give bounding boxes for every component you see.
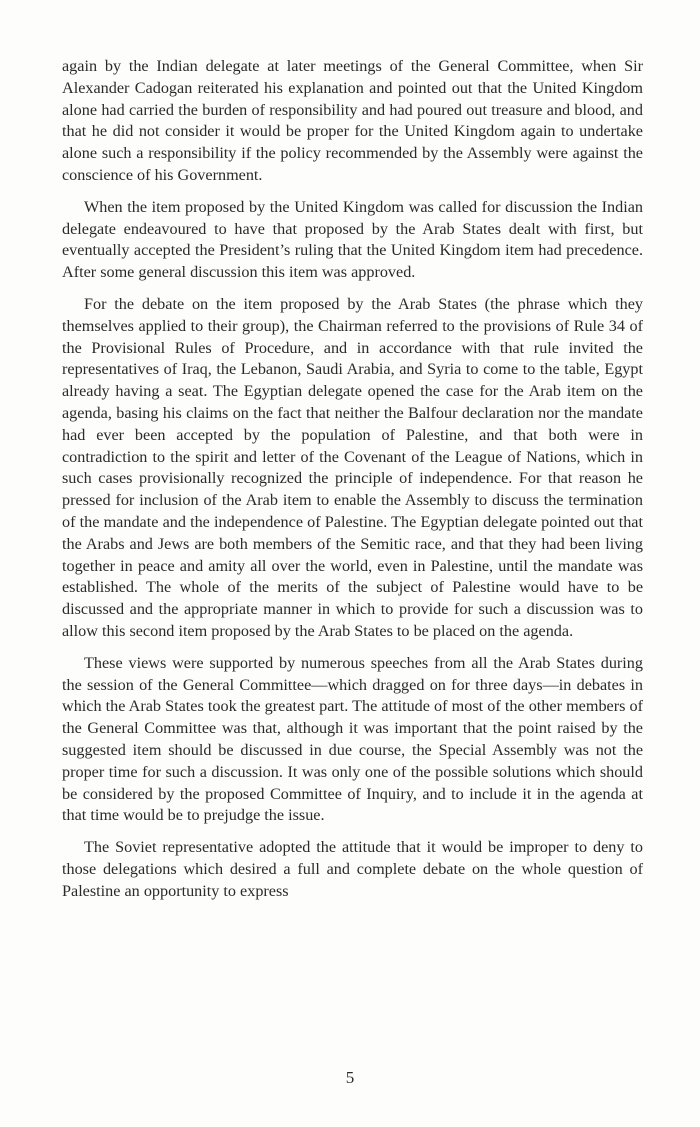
page-number: 5	[345, 1068, 355, 1087]
paragraph-arab-states-debate: For the debate on the item proposed by the Arab States (the phrase which they themselves applied to their group), the Chairman referred to the provisions of Rule 34 of the Provisional Rules of Procedure, and in accordance with that rule invited the representatives of Iraq, the Lebanon, Saudi Arabia, and Syria to come to the table, Egypt already having a seat. The Egyptian delegate opened the case for the Arab item on the agenda, basing his claims on the fact that neither the Balfour declaration nor the mandate had ever been accepted by the population of Palestine, and that both were in contradiction to the spirit and letter of the Covenant of the League of Nations, which in such cases provisionally recognized the principle of independence. For that reason he pressed for inclusion of the Arab item to enable the Assembly to discuss the termination of the mandate and the independence of Palestine. The Egyptian delegate pointed out that the Arabs and Jews are both members of the Semitic race, and that they had been living together in peace and amity all over the world, even in Palestine, until the mandate was established. The whole of the merits of the subject of Palestine would have to be discussed and the appropriate manner in which to provide for such a discussion was to allow this second item proposed by the Arab States to be placed on the agenda.	[62, 294, 643, 640]
body-text	[62, 56, 643, 912]
paragraph-continued: again by the Indian delegate at later meetings of the General Committee, when Sir Alexander Cadogan reiterated his explanation and pointed out that the United Kingdom alone had carried the burden of responsibility and had poured out treasure and blood, and that he did not consider it would be proper for the United Kingdom again to undertake alone such a responsibility if the policy recommended by the Assembly were against the conscience of his Government.	[62, 57, 643, 184]
paragraph-soviet-representative: The Soviet representative adopted the attitude that it would be improper to deny to those delegations which desired a full and complete debate on the whole question of Palestine an opportunity to express	[62, 838, 643, 900]
paragraph-item-called: When the item proposed by the United Kingdom was called for discussion the Indian delegate endeavoured to have that proposed by the Arab States dealt with first, but eventually accepted the President’s ruling that the United Kingdom item had precedence. After some general discussion this item was approved.	[62, 197, 643, 282]
paragraph-general-committee-views: These views were supported by numerous speeches from all the Arab States during the session of the General Committee—which dragged on for three days—in debates in which the Arab States took the greatest part. The attitude of most of the other members of the General Committee was that, although it was important that the point raised by the suggested item should be discussed in due course, the Special Assembly was not the proper time for such a discussion. It was only one of the possible solutions which should be considered by the proposed Committee of Inquiry, and to include it in the agenda at that time would be to prejudge the issue.	[62, 653, 643, 825]
